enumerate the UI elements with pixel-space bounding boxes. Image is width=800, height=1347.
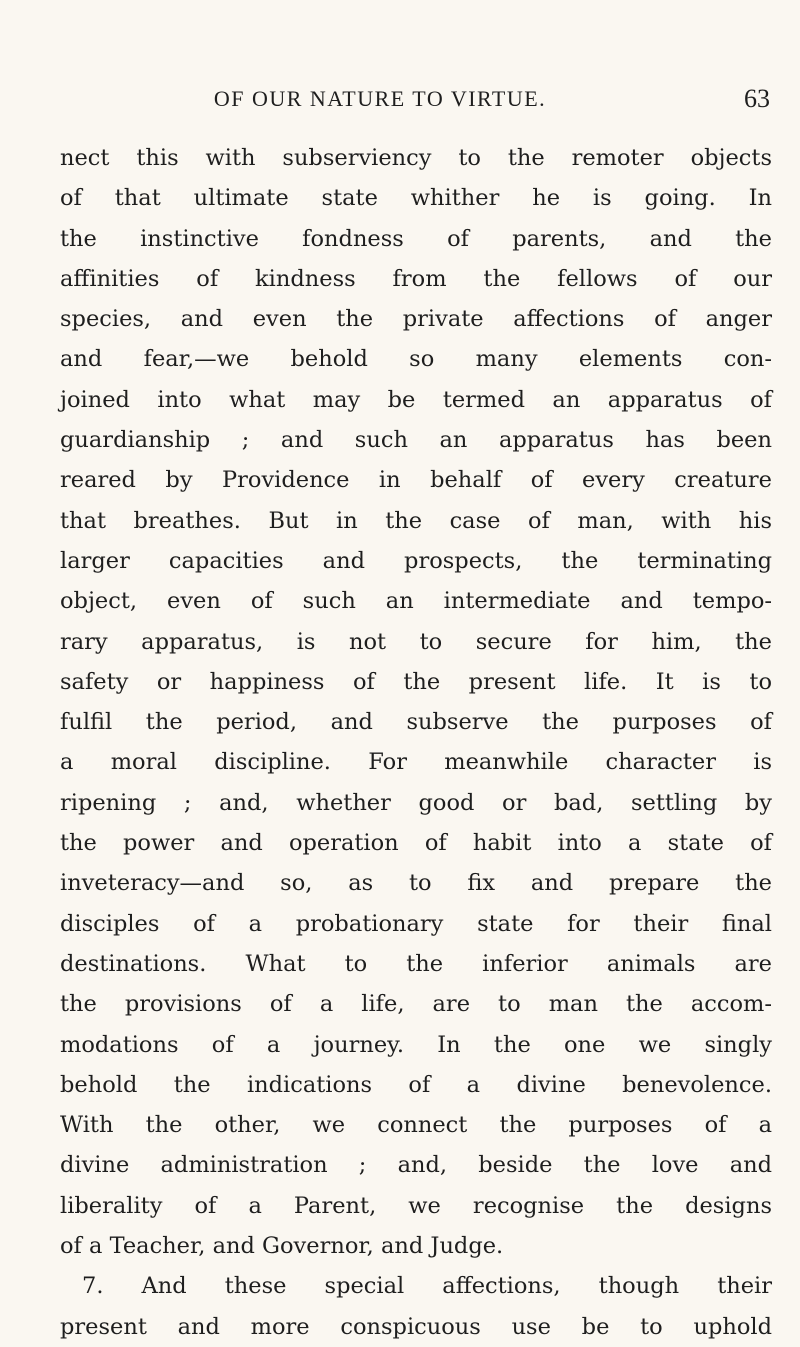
text-line: the provisions of a life, are to man the accom-	[60, 991, 772, 1018]
text-line: larger capacities and prospects, the terminating	[60, 547, 772, 574]
page-number: 63	[744, 84, 770, 113]
text-line: 7. And these special affections, though their	[82, 1273, 772, 1300]
text-line: reared by Providence in behalf of every creature	[60, 467, 772, 494]
text-line: safety or happiness of the present life. It is to	[60, 668, 772, 695]
text-line: of that ultimate state whither he is going. In	[60, 185, 772, 212]
text-line: With the other, we connect the purposes of a	[60, 1112, 772, 1139]
text-line: object, even of such an intermediate and tempo-	[60, 588, 772, 615]
text-line: divine administration ; and, beside the love and	[60, 1152, 772, 1179]
running-title: OF OUR NATURE TO VIRTUE.	[213, 86, 547, 111]
text-line: present and more conspicuous use be to uphold	[60, 1313, 772, 1340]
body-text	[60, 138, 772, 1347]
text-line: species, and even the private affections of anger	[60, 306, 772, 333]
text-line: rary apparatus, is not to secure for him, the	[60, 628, 772, 655]
text-line: modations of a journey. In the one we singly	[60, 1031, 772, 1058]
running-header	[40, 86, 770, 116]
text-line: disciples of a probationary state for their final	[60, 910, 772, 937]
text-line: nect this with subserviency to the remoter objects	[60, 145, 772, 171]
text-line: and fear,—we behold so many elements con-	[60, 346, 772, 373]
text-line: guardianship ; and such an apparatus has been	[60, 427, 772, 454]
text-line: behold the indications of a divine benevolence.	[60, 1071, 772, 1098]
text-line: joined into what may be termed an apparatus of	[60, 386, 772, 413]
text-line: affinities of kindness from the fellows of our	[60, 265, 772, 292]
text-line: ripening ; and, whether good or bad, settling by	[60, 789, 772, 816]
text-line: a moral discipline. For meanwhile character is	[60, 749, 772, 776]
text-line: the power and operation of habit into a state of	[60, 830, 772, 857]
text-line: the instinctive fondness of parents, and the	[60, 225, 772, 252]
text-line: that breathes. But in the case of man, with his	[60, 507, 772, 534]
text-line: fulfil the period, and subserve the purposes of	[60, 709, 772, 736]
text-line: liberality of a Parent, we recognise the designs	[60, 1192, 772, 1219]
text-line: of a Teacher, and Governor, and Judge.	[60, 1233, 504, 1260]
text-line: destinations. What to the inferior animals are	[60, 950, 772, 977]
text-line: inveteracy—and so, as to fix and prepare the	[60, 870, 772, 897]
